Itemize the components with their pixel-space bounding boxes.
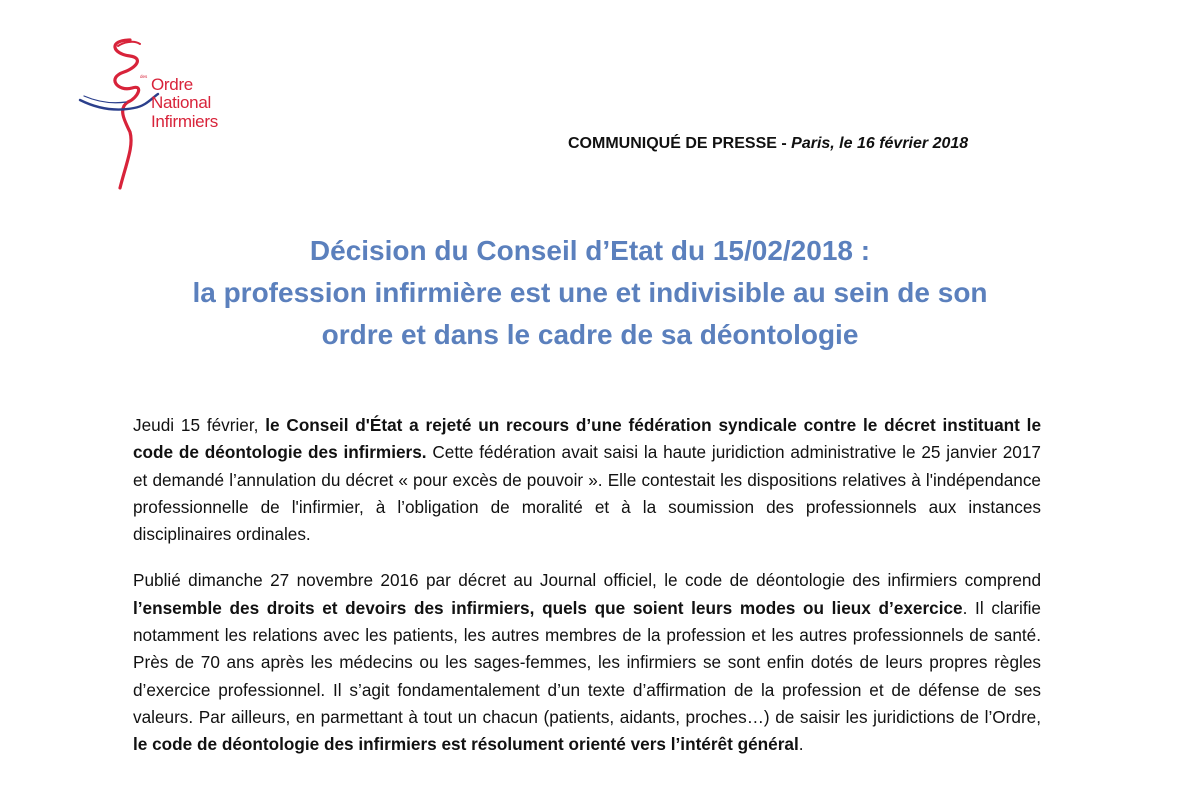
press-label: COMMUNIQUÉ DE PRESSE - — [568, 135, 792, 152]
headline-line-3: ordre et dans le cadre de sa déontologie — [321, 319, 859, 350]
headline-line-2: la profession infirmière est une et indivisible au sein de son — [192, 277, 988, 308]
press-release-header — [568, 135, 968, 153]
p2-middle: . Il clarifie notamment les relations avec les patients, les autres membres de la profession et les autres professionnels de santé. Près de 70 ans après les médecins ou les sages-femmes, les infirmiers se sont enfin dotés de leurs propres règles d’exercice professionnel. Il s’agit fondamentalement d’un texte d’affirmation de la profession et de défense de ses valeurs. Par ailleurs, en parmettant à tout un chacun (patients, aidants, proches…) de saisir les juridictions de l’Ordre, — [133, 597, 1041, 727]
p1-intro: Jeudi 15 février, — [133, 415, 266, 435]
logo-line-infirmiers: Infirmiers — [151, 112, 218, 131]
headline — [120, 230, 1060, 356]
logo — [78, 36, 248, 196]
p2-bold-1: l’ensemble des droits et devoirs des infirmiers, quels que soient leurs modes ou lieux d’exercice — [133, 597, 963, 618]
paragraph-2 — [133, 567, 1041, 758]
paragraph-1 — [133, 412, 1041, 548]
body-text — [133, 412, 1041, 778]
p1-rest: Cette fédération avait saisi la haute juridiction administrative le 25 janvier 2017 et demandé l’annulation du décret « pour excès de pouvoir ». Elle contestait les dispositions relatives à l'indépendance professionnelle de l'infirmier, à l’obligation de moralité et à la soumission des professionnels aux instances disciplinaires ordinales. — [133, 442, 1041, 545]
headline-line-1: Décision du Conseil d’Etat du 15/02/2018 : — [309, 235, 871, 266]
p2-intro: Publié dimanche 27 novembre 2016 par décret au Journal officiel, le code de déontologie des infirmiers comprend — [133, 570, 1041, 591]
p1-bold: le Conseil d'État a rejeté un recours d’une fédération syndicale contre le décret instituant le code de déontologie des infirmiers. — [133, 415, 1041, 463]
p2-end: . — [798, 734, 804, 755]
logo-line-ordre: Ordre — [151, 75, 193, 94]
logo-wordmark — [151, 76, 218, 130]
press-place-date: Paris, le 16 février 2018 — [791, 135, 969, 152]
logo-line-national: National — [151, 93, 211, 112]
logo-line-des: des — [140, 74, 148, 79]
p2-bold-2: le code de déontologie des infirmiers est résolument orienté vers l’intérêt général — [133, 734, 799, 755]
